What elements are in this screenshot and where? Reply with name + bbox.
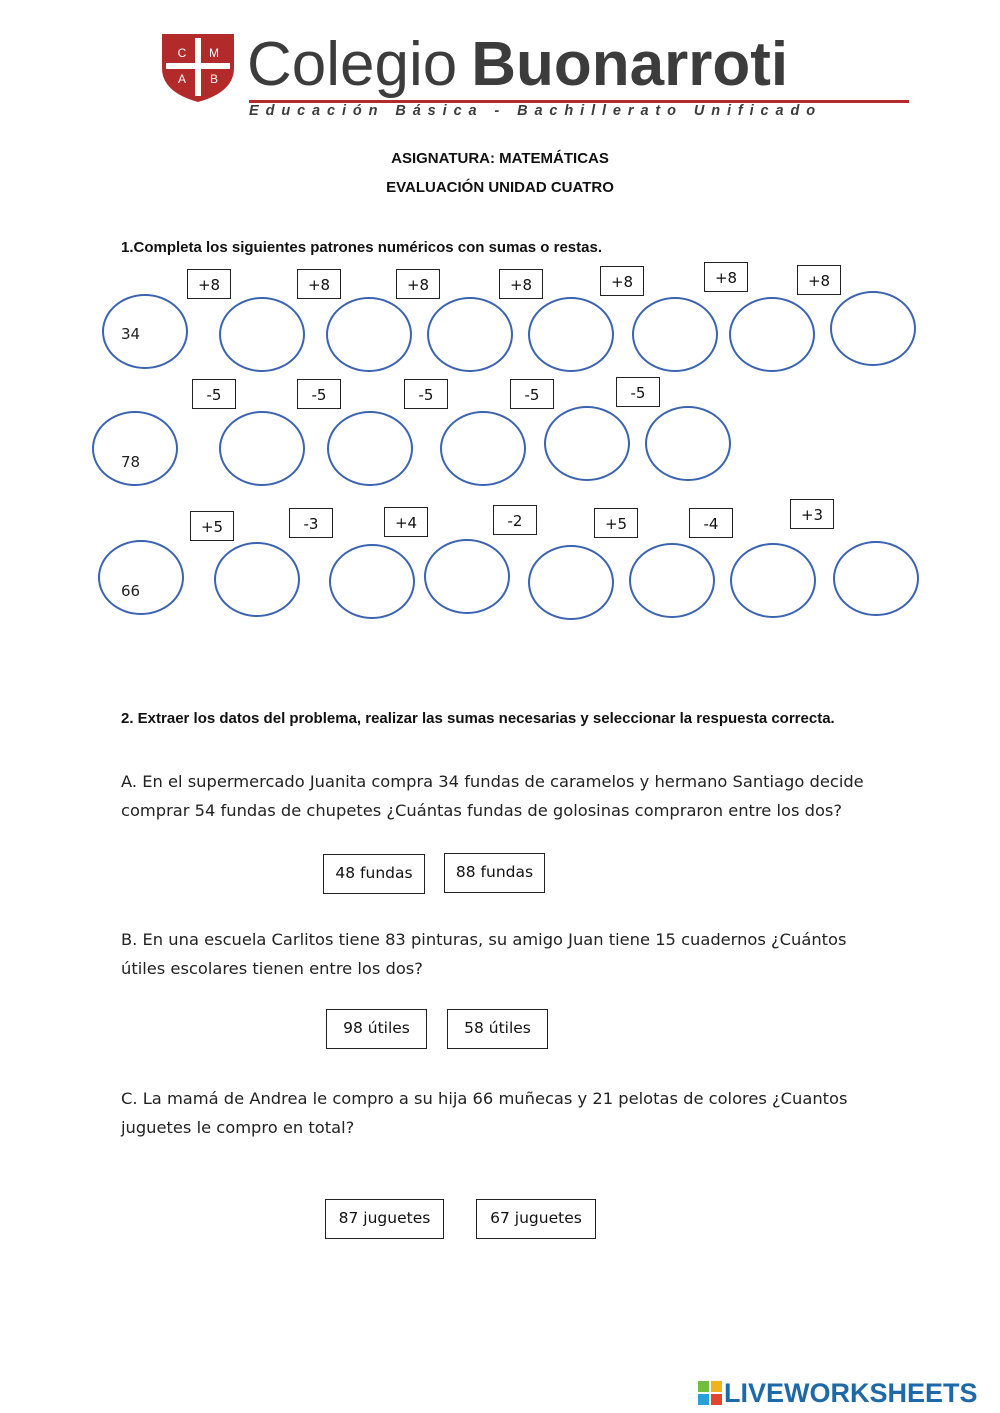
operator-box: +5 xyxy=(594,508,638,538)
pattern-start-circle xyxy=(92,411,178,486)
answer-circle[interactable] xyxy=(214,542,300,617)
answer-circle[interactable] xyxy=(327,411,413,486)
answer-circle[interactable] xyxy=(329,544,415,619)
logo-letter-m: M xyxy=(209,46,219,60)
operator-box: +4 xyxy=(384,507,428,537)
answer-circle[interactable] xyxy=(528,545,614,620)
problem-c-text xyxy=(121,1084,881,1142)
problem-c-line-1: C. La mamá de Andrea le compro a su hija 66 muñecas y 21 pelotas de colores ¿Cuantos xyxy=(121,1089,848,1108)
problem-b-text xyxy=(121,925,881,983)
answer-option-b-1[interactable]: 98 útiles xyxy=(326,1009,427,1049)
operator-box: +3 xyxy=(790,499,834,529)
answer-circle[interactable] xyxy=(219,297,305,372)
pattern-start-number: 78 xyxy=(121,453,141,471)
school-name xyxy=(247,28,788,102)
operator-box: -5 xyxy=(297,379,341,409)
problem-c-line-2: juguetes le compro en total? xyxy=(121,1118,355,1137)
operator-box: -2 xyxy=(493,505,537,535)
pattern-start-circle xyxy=(102,294,188,369)
answer-circle[interactable] xyxy=(528,297,614,372)
school-name-bold: Buonarroti xyxy=(471,30,789,99)
subject-heading: ASIGNATURA: MATEMÁTICAS xyxy=(391,150,609,167)
pattern-start-number: 34 xyxy=(121,325,141,343)
answer-circle[interactable] xyxy=(629,543,715,618)
liveworksheets-brand[interactable]: LIVEWORKSHEETS xyxy=(724,1378,978,1408)
logo-letter-c: C xyxy=(177,46,187,60)
problem-b-line-2: útiles escolares tienen entre los dos? xyxy=(121,959,423,978)
question-1-title: 1.Completa los siguientes patrones numéricos con sumas o restas. xyxy=(121,239,602,256)
operator-box: +8 xyxy=(297,269,341,299)
answer-circle[interactable] xyxy=(219,411,305,486)
operator-box: +8 xyxy=(499,269,543,299)
school-name-light: Colegio xyxy=(247,30,458,99)
operator-box: +8 xyxy=(600,266,644,296)
operator-box: +8 xyxy=(187,269,231,299)
operator-box: +8 xyxy=(704,262,748,292)
answer-circle[interactable] xyxy=(729,297,815,372)
operator-box: -3 xyxy=(289,508,333,538)
operator-box: -5 xyxy=(616,377,660,407)
pattern-start-circle xyxy=(98,540,184,615)
answer-circle[interactable] xyxy=(326,297,412,372)
liveworksheets-icon xyxy=(698,1381,722,1405)
answer-option-a-1[interactable]: 48 fundas xyxy=(323,854,425,894)
operator-box: +8 xyxy=(396,269,440,299)
logo-letter-b: B xyxy=(209,72,219,86)
logo-letter-a: A xyxy=(177,72,187,86)
answer-circle[interactable] xyxy=(830,291,916,366)
operator-box: -4 xyxy=(689,508,733,538)
school-subtitle: Educación Básica - Bachillerato Unificado xyxy=(249,103,822,119)
answer-circle[interactable] xyxy=(440,411,526,486)
question-2-title: 2. Extraer los datos del problema, realizar las sumas necesarias y seleccionar la respuesta correcta. xyxy=(121,710,835,727)
problem-a-text xyxy=(121,767,881,825)
operator-box: -5 xyxy=(510,379,554,409)
problem-a-line-1: A. En el supermercado Juanita compra 34 fundas de caramelos y hermano Santiago decide xyxy=(121,772,864,791)
problem-b-line-1: B. En una escuela Carlitos tiene 83 pinturas, su amigo Juan tiene 15 cuadernos ¿Cuántos xyxy=(121,930,847,949)
answer-circle[interactable] xyxy=(424,539,510,614)
operator-box: +5 xyxy=(190,511,234,541)
evaluation-heading: EVALUACIÓN UNIDAD CUATRO xyxy=(386,179,614,196)
pattern-start-number: 66 xyxy=(121,582,141,600)
answer-circle[interactable] xyxy=(632,297,718,372)
answer-circle[interactable] xyxy=(544,406,630,481)
answer-option-a-2[interactable]: 88 fundas xyxy=(444,853,545,893)
answer-option-c-1[interactable]: 87 juguetes xyxy=(325,1199,444,1239)
operator-box: +8 xyxy=(797,265,841,295)
operator-box: -5 xyxy=(192,379,236,409)
answer-circle[interactable] xyxy=(427,297,513,372)
answer-option-b-2[interactable]: 58 útiles xyxy=(447,1009,548,1049)
problem-a-line-2: comprar 54 fundas de chupetes ¿Cuántas fundas de golosinas compraron entre los dos? xyxy=(121,801,843,820)
operator-box: -5 xyxy=(404,379,448,409)
answer-option-c-2[interactable]: 67 juguetes xyxy=(476,1199,596,1239)
answer-circle[interactable] xyxy=(730,543,816,618)
answer-circle[interactable] xyxy=(833,541,919,616)
answer-circle[interactable] xyxy=(645,406,731,481)
school-shield-logo xyxy=(158,30,238,104)
